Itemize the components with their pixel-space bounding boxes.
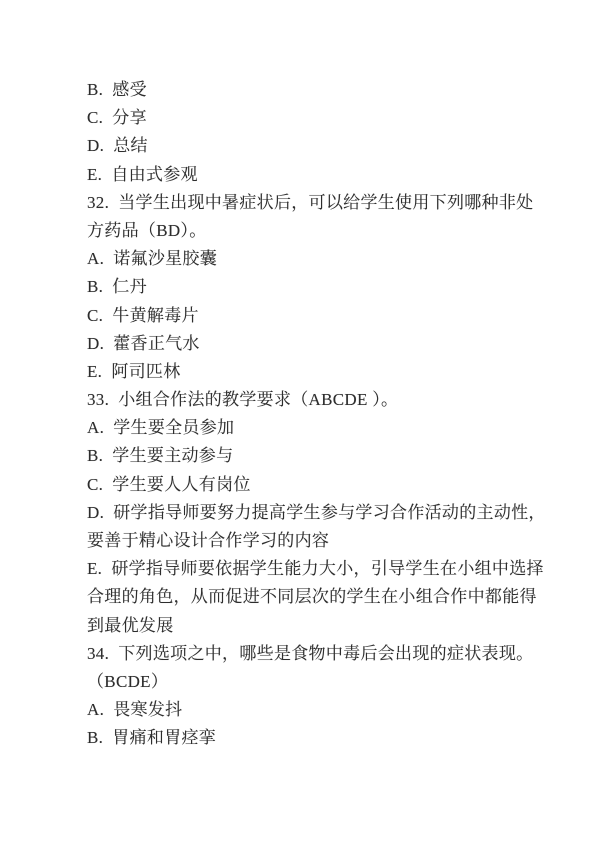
question-33-option-d-line-1: D. 研学指导师要努力提高学生参与学习合作活动的主动性， (87, 502, 546, 522)
question-33-option-e-line-3: 到最优发展 (87, 615, 174, 635)
question-32-option-c: C. 牛黄解毒片 (87, 305, 199, 325)
question-33-option-e-line-1: E. 研学指导师要依据学生能力大小，引导学生在小组中选择 (87, 559, 544, 579)
question-33-option-a: A. 学生要全员参加 (87, 418, 235, 438)
question-34-line-2: （BCDE） (87, 671, 169, 691)
question-text-block (87, 76, 546, 753)
question-32-line-2: 方药品（BD）。 (87, 220, 207, 240)
question-32-option-a: A. 诺氟沙星胶囊 (87, 249, 218, 269)
option-line-d: D. 总结 (87, 136, 148, 156)
question-32-option-d: D. 藿香正气水 (87, 333, 200, 353)
option-line-c: C. 分享 (87, 108, 147, 128)
question-33-option-e-line-2: 合理的角色，从而促进不同层次的学生在小组合作中都能得 (87, 587, 537, 607)
question-33-line-1: 33. 小组合作法的教学要求（ABCDE ）。 (87, 390, 399, 410)
option-line-b: B. 感受 (87, 80, 147, 99)
question-33-option-c: C. 学生要人人有岗位 (87, 474, 251, 494)
question-32-option-e: E. 阿司匹林 (87, 361, 181, 381)
question-34-line-1: 34. 下列选项之中，哪些是食物中毒后会出现的症状表现。 (87, 643, 534, 663)
question-33-option-b: B. 学生要主动参与 (87, 446, 234, 466)
question-32-option-b: B. 仁丹 (87, 277, 147, 297)
option-line-e: E. 自由式参观 (87, 164, 198, 184)
question-34-option-a: A. 畏寒发抖 (87, 700, 183, 720)
question-33-option-d-line-2: 要善于精心设计合作学习的内容 (87, 531, 330, 550)
question-32-line-1: 32. 当学生出现中暑症状后，可以给学生使用下列哪种非处 (87, 192, 534, 212)
question-34-option-b: B. 胃痛和胃痉挛 (87, 728, 217, 748)
